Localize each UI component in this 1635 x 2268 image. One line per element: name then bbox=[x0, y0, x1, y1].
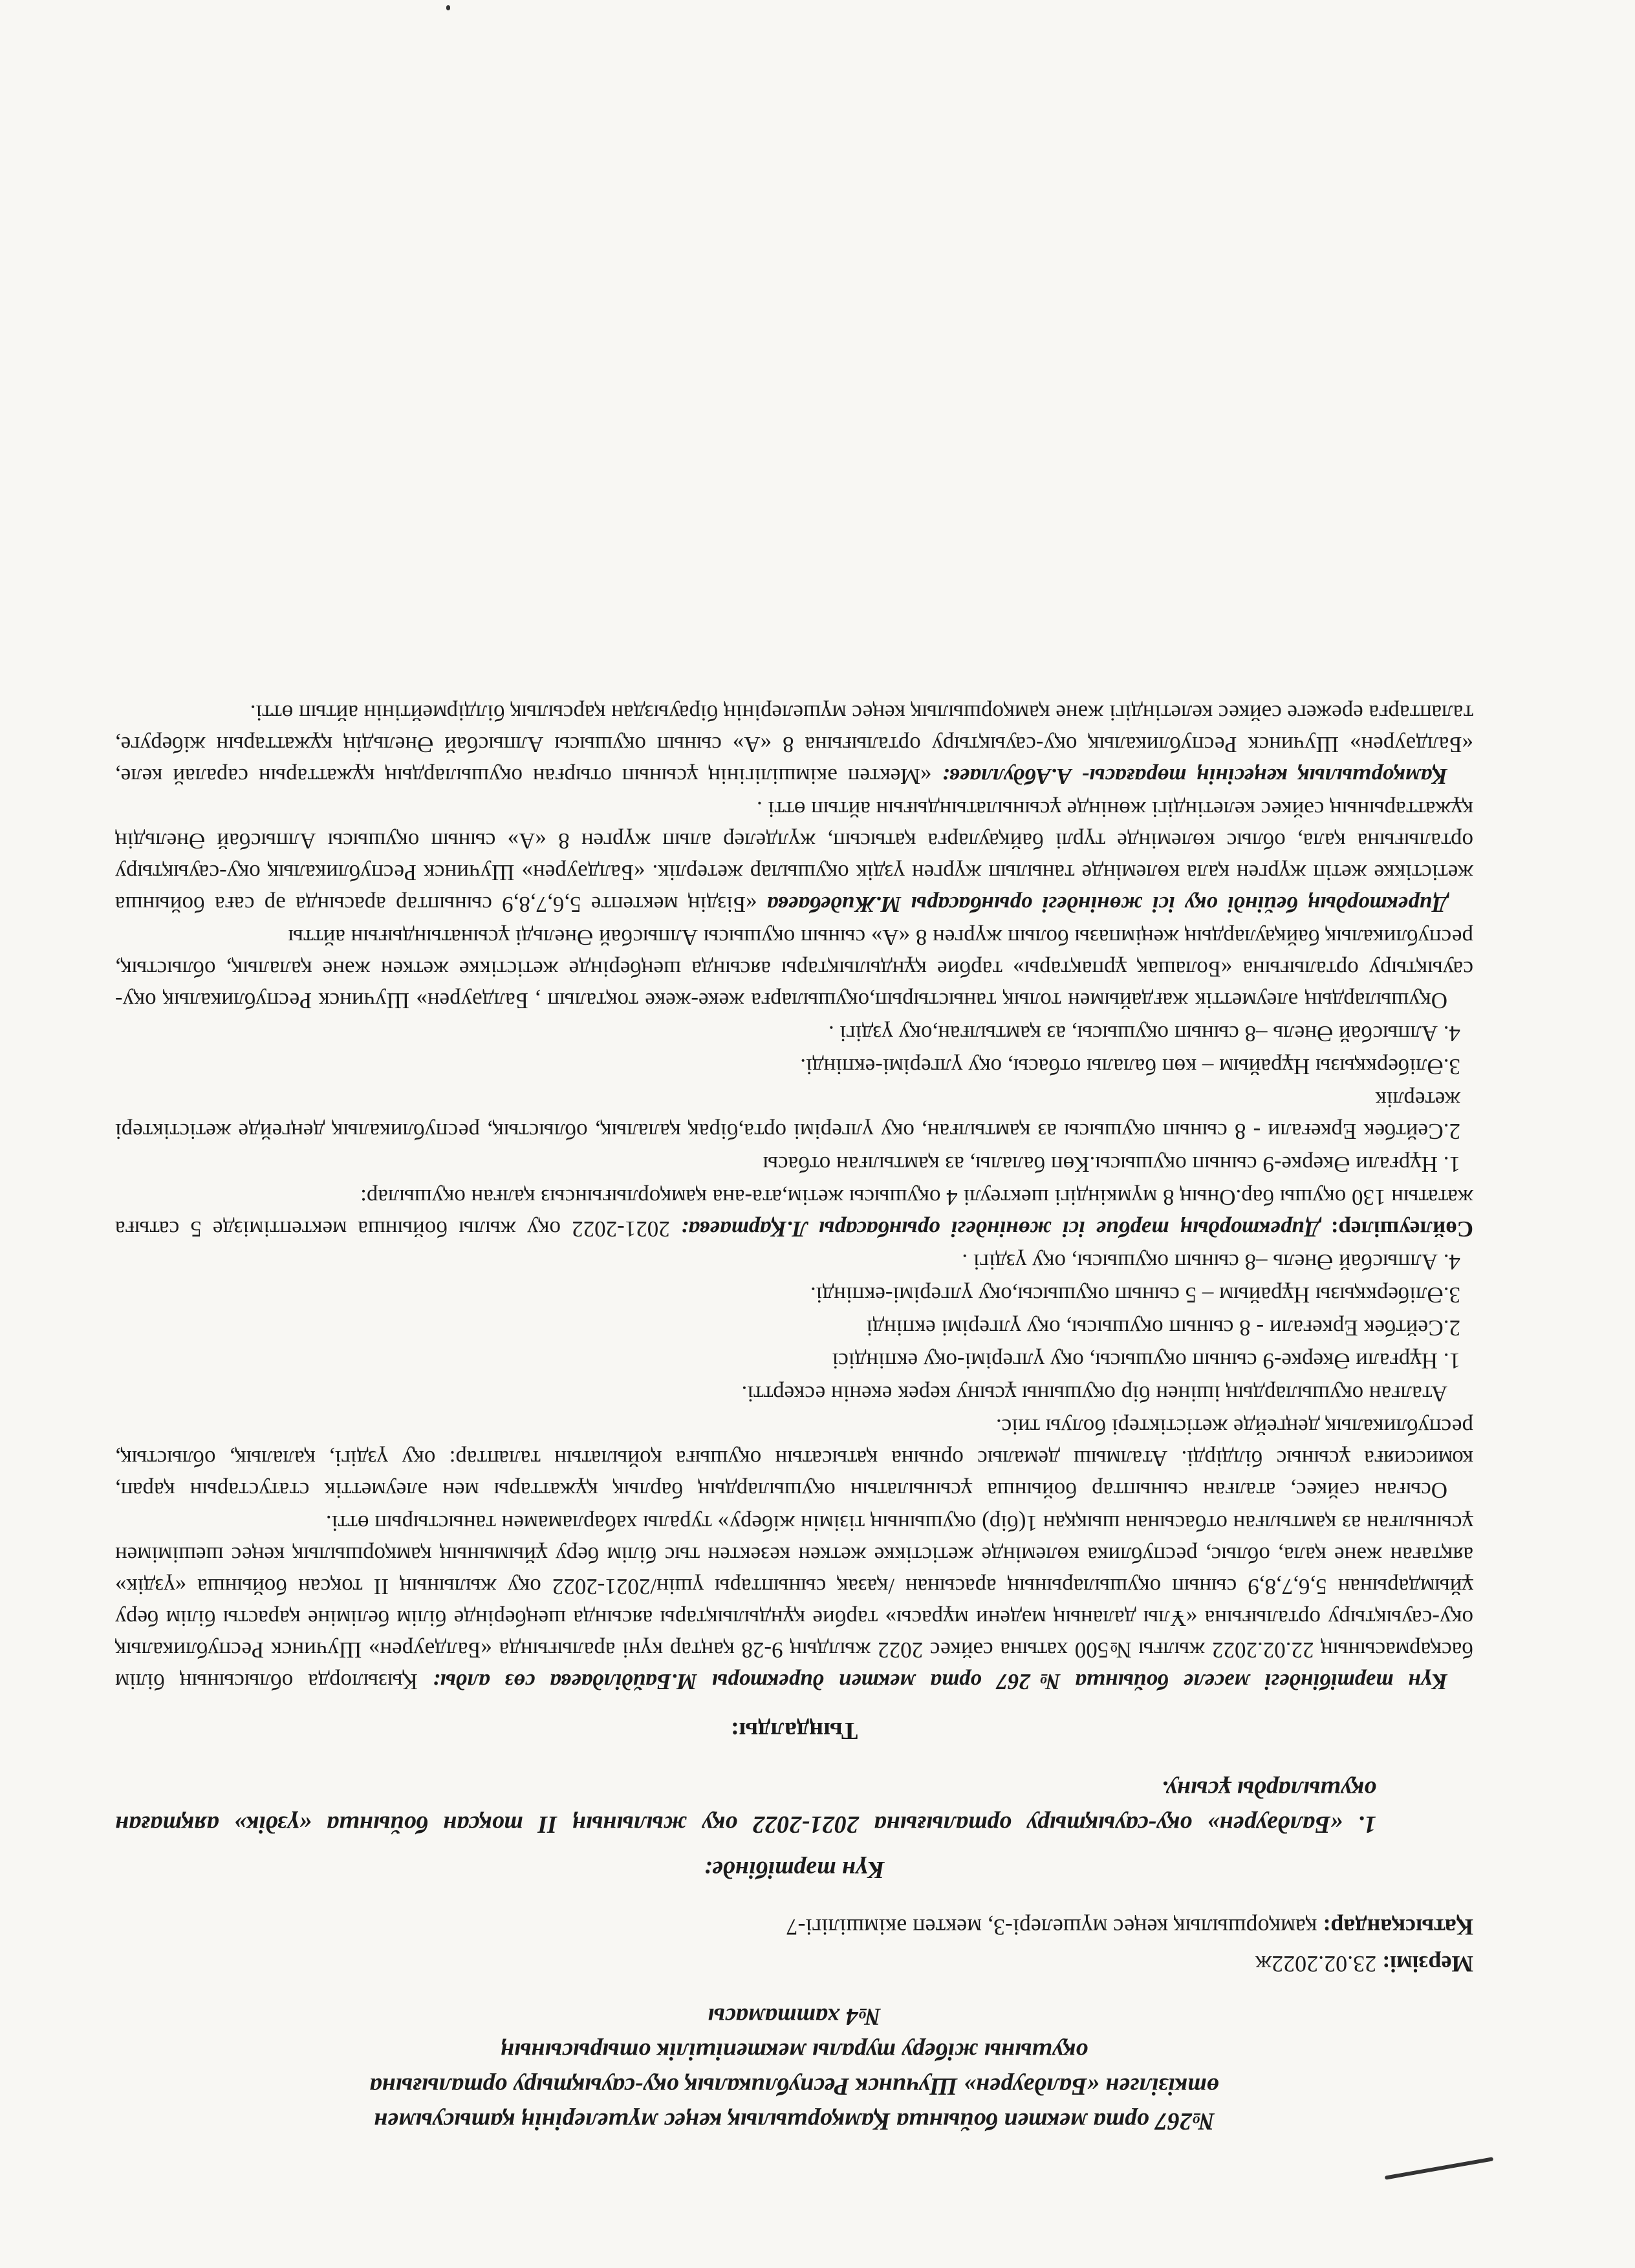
list-item: 4. Алпысбай Әнель –8 сынып оқушысы, аз қамтылған,оқу үздігі . bbox=[828, 1021, 1460, 1046]
title-line: өткізілген «Балдәурен» Шучинск Республикалық оқу-сауықтыру орталығына bbox=[369, 2073, 1219, 2100]
list-item: 2.Сейтбек Еркеғали - 8 сынып оқушысы аз қамтылған, оқу үлгерімі орта,бірақ қалалық, облыстық, республикалық деңгейде жетістіктері жетерлік bbox=[115, 1087, 1460, 1144]
attendees-row bbox=[115, 1911, 1473, 1943]
agenda-title: Күн тәртібінде: bbox=[704, 1856, 885, 1883]
speaker-deputy-profile: Директордың бейінді оқу ісі жөніндегі орынбасары М.Жидебаева bbox=[766, 892, 1447, 917]
title-line: №4 хаттамасы bbox=[708, 2003, 881, 2030]
title-line: №267 орта мектеп бойынша Қамқоршылық кеңес мүшелерінің қатысуымен bbox=[374, 2108, 1215, 2135]
date-row bbox=[115, 1948, 1473, 1980]
document-body bbox=[115, 696, 1473, 2139]
attendees-value: қамқоршылық кеңес мүшелері-3, мектеп әкімшілігі-7 bbox=[786, 1914, 1317, 1940]
paragraph-director bbox=[115, 1507, 1473, 1698]
paragraph-text: «Мектеп әкімшілігінің ұсынып отырған оқушылардың құжаттарын саралай келе, «Балдәурен» Шучинск Республикалық оқу-сауықтыру орталығына 8 «А» сынып оқушысы Алпысбай Әнельдің құжаттарын жіберуге, талаптарға ережеге сәйкес келетіндігі және қамқоршылық кеңес мүшелерінің бірауыздан қарсылық білдірмейтінін айтып өтті. bbox=[115, 700, 1473, 789]
speakers-label: Сөйлеушілер: bbox=[1330, 1216, 1473, 1242]
paragraph-board-chair bbox=[115, 697, 1473, 792]
paragraph-text: «Біздің мектепте 5,6,7,8,9 сыныптар арасында әр саға бойынша жетістікке жетіп жүрген қала көлемінде танылып жүрген үздік оқушылар жетерлік. «Балдәурен» Шучинск Республикалық оқу-сауықтыру орталығына қала, облыс көлемінде түрлі байқауларға қатысып, жүлделер алып жүрген 8 «А» сынып оқушысы Алпысбай Әнельдің құжаттарының сәйкес келетіндігі жөнінде ұсынылатындығын айтып өтті . bbox=[114, 797, 1473, 917]
title-line: оқушыны жіберу туралы мектепішілік отырысының bbox=[500, 2038, 1088, 2065]
list-item: 3.Әліберкқызы Нұрайым – көп балалы отбасы, оқу үлгерімі-екпінді. bbox=[800, 1054, 1460, 1079]
heard-title: Тыңдалды: bbox=[730, 1717, 858, 1744]
paragraph: Осыған сәйкес, аталған сыныптар бойынша ұсынылатын оқушылардың барлық құжаттары мен әлеуметтік статустарын қарап, комиссияға ұсыныс білдірді. Аталмыш демалыс орнына қатысатын оқушыға қойылатын талаптар: оқу үздігі, қалалық, облыстық, республикалық деңгейде жетістіктері болуы тиіс. bbox=[115, 1414, 1473, 1503]
speaker-director: Күн тәртібіндегі мәселе бойынша №267 орта мектеп директоры М.Байділдаева сөз алды: bbox=[432, 1669, 1447, 1694]
list-item: 1. Нұрғали Әкерке-9 сынып оқушысы, оқу үлгерімі-оқу екпіндісі bbox=[832, 1348, 1460, 1374]
list-item: 1. Нұрғали Әкерке-9 сынып оқушысы.Көп балалы, аз қамтылған отбасы bbox=[763, 1152, 1460, 1177]
list-item: 3.Әліберкқызы Нұрайым – 5 сынып оқушысы,оқу үлгерімі-екпінді. bbox=[810, 1282, 1460, 1308]
paragraph-text: Қызылорда облысының білім басқармасының 22.02.2022 жылғы №500 хатына сәйкес 2022 жылдың 9-28 қаңтар күні аралығында «Балдәурен» Шучинск Республикалық оқу-сауықтыру орталығына «Ұлы даланың мәдени мұрасы» тарбие құндылықтары аясында шеңберінде білім беліміне қарасты білім беру ұйымдарынан 5,6,7,8,9 сынып оқушыларының арасынан /қазақ сыныптары үшін/2021-2022 оқу жылының ІІ тоқсан бойынша «үздік» аяқтаған және қала, облыс, республика көлемінде жетістікке жеткен кезектен тыс білім беру ұйымының қамқоршылық кеңес шешімімен ұсынылған аз қамтылған отбасынан шыққан 1(бір) оқушының тізімін жіберу» туралы хабарламамен таныстырып өтті. bbox=[114, 1511, 1473, 1694]
paragraph: Аталған оқушылардың ішінен бір оқушыны ұсыну керек екенін ескертті. bbox=[741, 1381, 1447, 1407]
paragraph-text: 2021-2022 оқу жылы бойынша мектептімізде 5 сатыға жататын 130 оқушы бар.Оның 8 мүмкіндігі шектеулі 4 оқушысы жетім,ата-ана қамқорлығынсыз қалған оқушылар: bbox=[115, 1185, 1473, 1242]
speaker-deputy-upbringing: Директордың тәрбие ісі жөніндегі орынбасары Л.Қартаева: bbox=[680, 1216, 1320, 1242]
paragraph-deputy-profile bbox=[115, 794, 1473, 920]
paragraph: Оқушылардың әлеуметтік жағдайымен толық таныстырып,оқушыларға жеке-жеке тоқталып , Балдәурен» Шучинск Республикалық оқу-сауықтыру орталығына «Болашақ ұрпақтары» тарбие құндылықтары аясында шеңберінде жетістікке жеткен және қалалық, облыстық, республикалық байқаулардың жеңімпазы болып жүрген 8 «А» сынып оқушысы Алпысбай Әнельді ұсынатындығын айтты bbox=[115, 925, 1473, 1013]
date-label: Мерзімі: bbox=[1382, 1951, 1473, 1977]
attendees-label: Қатысқандар: bbox=[1323, 1914, 1473, 1940]
list-item: 2.Сейтбек Еркеғали - 8 сынып оқушысы, оқу үлгерімі екпінді bbox=[866, 1315, 1460, 1341]
date-value: 23.02.2022ж bbox=[1255, 1951, 1377, 1977]
speaker-board-chair: Қамқоршылық кеңесінің төрағасы- А.Абдуллаев: bbox=[942, 764, 1447, 789]
list-item: 4. Алпысбай Әнель –8 сынып оқушысы, оқу үздігі . bbox=[962, 1249, 1460, 1275]
agenda-item: 1. «Балдәурен» оқу-сауықтыру орталығына 2021-2022 оқу жылының ІІ тоқсан бойынша «үздік» аяқтаған оқушыларды ұсыну. bbox=[115, 1776, 1376, 1838]
document-title bbox=[115, 1999, 1473, 2139]
paragraph-speakers bbox=[115, 1182, 1473, 1245]
